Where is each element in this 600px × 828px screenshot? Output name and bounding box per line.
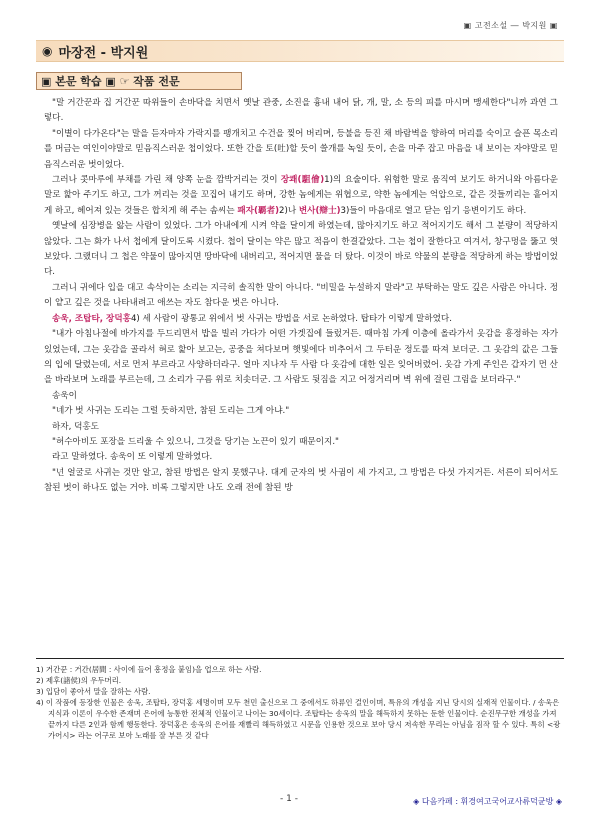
paragraph: 그러니 귀에다 입을 대고 속삭이는 소리는 지극히 솔직한 말이 아니다. "비밀을 누설하지 말라"고 부탁하는 말도 깊은 사람은 아니다. 정이 얕고 깊은 것을 나타내려고 애쓰는 자도 참다운 벗은 아니다. [44,282,558,309]
paragraph: 하자, 덕홍도 [52,421,99,432]
paragraph: "넌 얼굴로 사귀는 것만 알고, 참된 방법은 알지 못했구나. 대게 군자의 벗 사귐이 세 가지고, 그 방법은 다섯 가지거든. 서른이 되어서도 참된 벗이 하나도 없는 거야. 비록 그렇지만 나도 오래 전에 참된 방 [44,467,558,494]
paragraph: 옛날에 심장병을 앓는 사람이 있었다. 그가 아내에게 시켜 약을 달이게 하였는데, 많아지기도 하고 적어지기도 해서 그 분량이 적당하지 않았다. 그는 화가 나서 첩에게 달이도록 시켰다. 첩이 달이는 약은 많고 적음이 한결같았다. 그는 첩이 잘한다고 여겨서, 창구멍을 뚫고 엿보았다. 그랬더니 그 첩은 약물이 많아지면 땅바닥에 내버리고, 적어지면 물을 더 탔다. 이것이 바로 약물의 분량을 적당하게 하는 방법이었다. [44,221,558,278]
footnote-item: 3) 입담이 좋아서 말을 잘하는 사람. [36,687,151,696]
section-label: ▣ 본문 학습 ▣ ☞ 작품 전문 [41,75,180,88]
paragraph: 라고 말하였다. 송욱이 또 이렇게 말하였다. [52,452,213,463]
footnote-item: 4) 이 작품에 등장한 인물은 송욱, 조탑타, 장덕홍 세명이며 모두 천민 출신으로 그 중에서도 하류인 걸인이며, 특유의 개성을 지닌 당시의 실재적 인물이다. / 송욱은 지식과 이론이 우수한 존재며 은어에 능통한 전체적 인물이고 나이는 30세이다. 조탑타는 송욱의 말을 해득하지 못하는 둔한 인물이다. 순진무구한 개성을 가져 끝까지 다른 2인과 함께 행동한다. 장덕홍은 송욱의 은어를 재빨리 해득하였고 시문을 인용한 것으로 보아 당시 저속한 무리는 아님을 짐작 할 수 있다. 특히 <광가어시> 라는 어구로 보아 노래를 잘 부른 것 같다 [36,698,561,740]
paragraph: "말 거간꾼과 집 거간꾼 따위들이 손바닥을 치면서 옛날 관중, 소진을 흉내 내어 닭, 개, 말, 소 등의 피를 마시며 맹세한다"니까 과연 그렇다. [44,98,558,124]
paragraph [44,173,558,219]
footnote-item: 2) 제후(諸侯)의 우두머리. [36,676,122,685]
paragraph [44,312,558,327]
highlight-term: 송욱, 조탑타, 장덕홍 [52,313,131,324]
footnote-divider [36,658,564,659]
body-text [44,96,558,497]
footer-source: ◈ 다음카페 : 휘경여고국어교사류덕균방 ◈ [413,797,562,806]
page-number: - 1 - [280,794,298,804]
highlight-term: 장쾌(駔儈) [280,175,325,186]
footnote-item: 1) 거간꾼 : 거간(居間 : 사이에 들어 흥정을 붙임)을 업으로 하는 사람. [36,665,262,674]
highlight-term: 변사(辯士) [298,205,341,216]
text-run: 2)나 [279,205,299,216]
text-run: 4) 세 사람이 광통교 위에서 벗 사귀는 방법을 서로 논하였다. 탑타가 이렇게 말하였다. [130,313,452,324]
paragraph: "내가 아침나절에 바가지를 두드리면서 밥을 빌러 가다가 어떤 가겟집에 들렀거든. 때마침 가게 이층에 올라가서 옷감을 흥정하는 자가 있었는데, 그는 옷감을 골라서 혀로 핥아 보고는, 공중을 쳐다보며 햇빛에다 비추어서 그 두터운 정도를 따져 보더군. 그 옷감의 값은 그들의 입에 달렸는데, 서로 먼저 부르라고 사양하더라구. 얼마 지나자 두 사람 다 옷감에 대한 일은 잊어버렸어. 옷감 가게 주인은 갑자기 먼 산을 바라보며 노래를 부르는데, 그 소리가 구름 위로 치솟더군. 그 사람도 뒷짐을 지고 어정거리며 벽 위에 걸린 그림을 보더라구." [44,329,558,386]
text-run: 1)의 요술이다. 위험한 말로 움직여 보기도 하거니와 아름다운 말로 핥아 주기도 하고, 그가 꺼리는 것을 꼬집어 내기도 하며, 강한 놈에게는 위협으로, 약한 놈에게는 억압으로, 같은 것들끼리는 흩어지게 하고, 헤어져 있는 것들은 합치게 해 주는 솜씨는 [44,175,558,216]
header-tag: ▣ 고전소설 ― 박지원 ▣ [463,21,558,30]
title-bar [36,40,564,62]
paragraph: "이별이 다가온다"는 말을 듣자마자 가락지를 팽개치고 수건을 찢어 버리며, 등불을 등진 채 바람벽을 향하여 머리를 숙이고 슬픈 목소리를 머금는 여인이야말로 믿음직스러운 첩이었다. 또한 간을 토(吐)할 듯이 쓸개를 녹일 듯이, 손을 마주 잡고 마음을 내 보이는 자야말로 믿음직스러운 벗이었다. [44,128,558,170]
text-run: 그러나 콧마루에 부채를 가린 채 양쪽 눈을 깜박거리는 것이 [52,175,281,186]
paragraph: "네가 벗 사귀는 도리는 그럴 듯하지만, 참된 도리는 그게 아냐." [52,406,290,417]
highlight-term: 패자(覇者) [237,205,280,216]
text-run: 3)들이 마음대로 열고 닫는 임기 응변이기도 하다. [340,205,527,216]
title-bullet-icon: ◉ [42,44,53,58]
paragraph: "허수아비도 포장을 드리울 수 있으니, 그것을 당기는 노끈이 있기 때문이지." [52,436,340,447]
section-label-box [36,72,242,90]
page-title: 마장전 - 박지원 [58,45,149,61]
footnotes [36,664,562,741]
paragraph: 송욱이 [52,390,77,401]
